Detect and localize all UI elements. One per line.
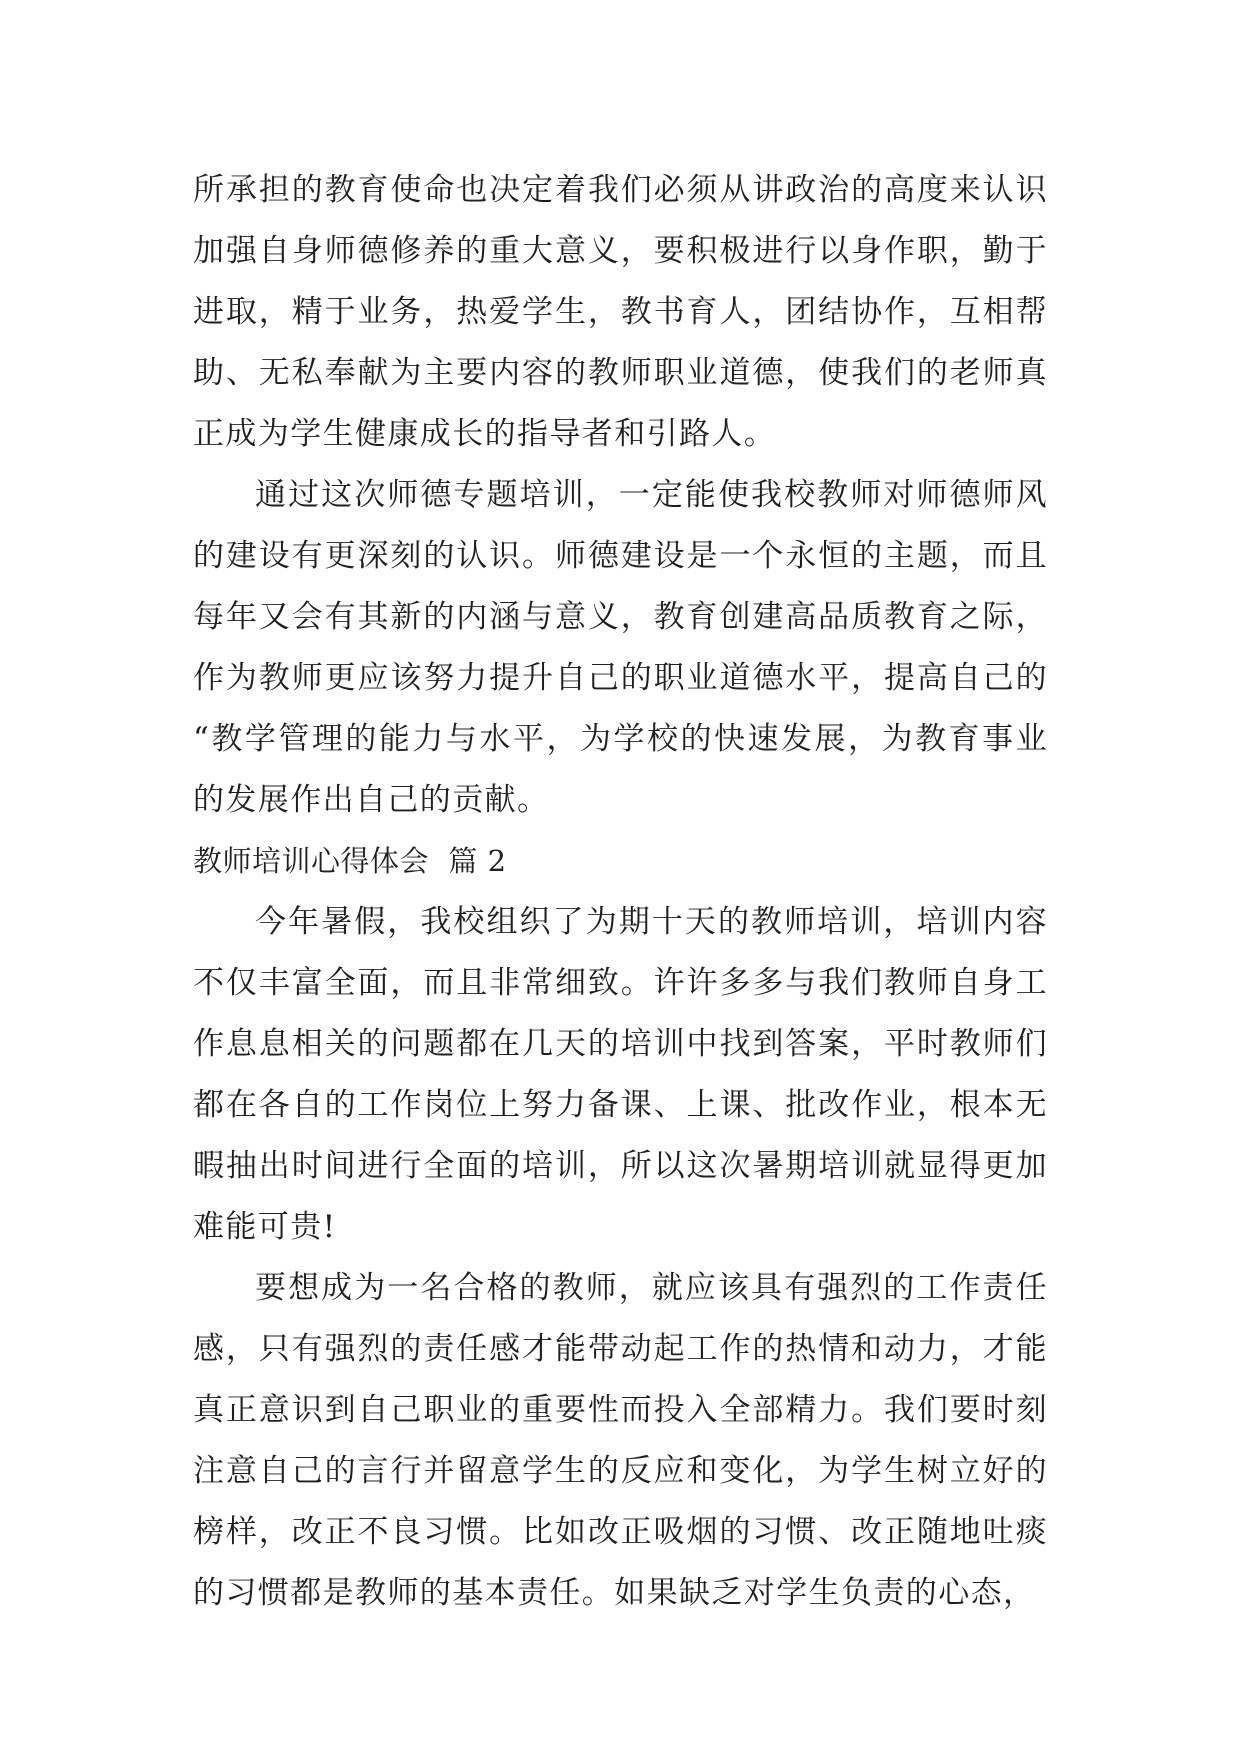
section-heading: 教师培训心得体会 篇 2: [193, 844, 507, 878]
section-paragraph-2: 要想成为一名合格的教师，就应该具有强烈的工作责任感，只有强烈的责任感才能带动起工作的热情和动力，才能真正意识到自己职业的重要性而投入全部精力。我们要时刻注意自己的言行并留意学生的反应和变化，为学生树立好的榜样，改正不良习惯。比如改正吸烟的习惯、改正随地吐痰的习惯都是教师的基本责任。如果缺乏对学生负责的心态，: [193, 1270, 1048, 1611]
document-body: [193, 160, 1048, 1624]
section-paragraph-1: 今年暑假，我校组织了为期十天的教师培训，培训内容不仅丰富全面，而且非常细致。许许多多与我们教师自身工作息息相关的问题都在几天的培训中找到答案，平时教师们都在各自的工作岗位上努力备课、上课、批改作业，根本无暇抽出时间进行全面的培训，所以这次暑期培训就显得更加难能可贵!: [193, 904, 1048, 1245]
paragraph-2: 通过这次师德专题培训，一定能使我校教师对师德师风的建设有更深刻的认识。师德建设是一个永恒的主题，而且每年又会有其新的内涵与意义，教育创建高品质教育之际，作为教师更应该努力提升自己的职业道德水平，提高自己的“教学管理的能力与水平，为学校的快速发展，为教育事业的发展作出自己的贡献。: [193, 477, 1048, 818]
paragraph-1: 所承担的教育使命也决定着我们必须从讲政治的高度来认识加强自身师德修养的重大意义，要积极进行以身作职，勤于进取，精于业务，热爱学生，教书育人，团结协作，互相帮助、无私奉献为主要内容的教师职业道德，使我们的老师真正成为学生健康成长的指导者和引路人。: [193, 172, 1048, 452]
